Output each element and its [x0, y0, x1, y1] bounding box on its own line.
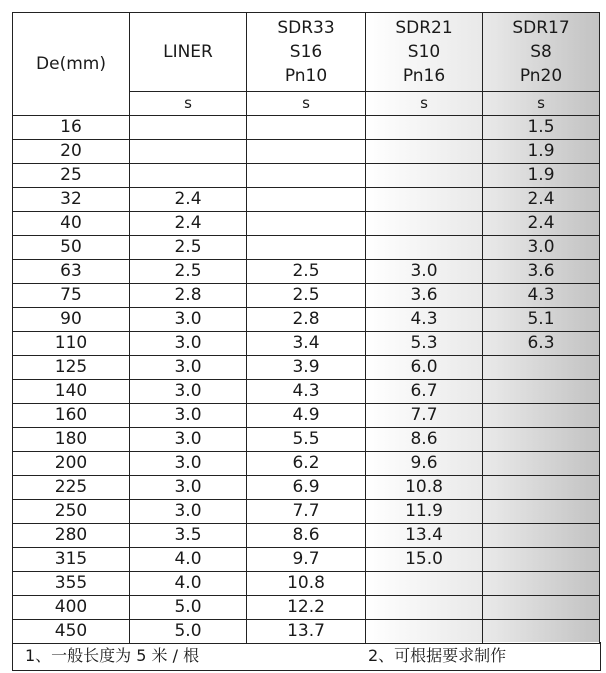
cell-sdr21: 11.9: [366, 500, 483, 524]
cell-sdr17: [483, 356, 600, 380]
table-row: [13, 548, 600, 572]
cell-sdr17: 5.1: [483, 308, 600, 332]
cell-sdr17: 1.9: [483, 164, 600, 188]
cell-liner: [130, 116, 247, 140]
cell-sdr21: 6.7: [366, 380, 483, 404]
cell-de: 50: [13, 236, 130, 260]
table-row: [13, 596, 600, 620]
unit-liner: s: [130, 92, 247, 116]
table-row: [13, 260, 600, 284]
cell-sdr17: [483, 428, 600, 452]
table-row: [13, 140, 600, 164]
cell-sdr33: 2.5: [247, 284, 366, 308]
cell-sdr21: 7.7: [366, 404, 483, 428]
cell-liner: 2.4: [130, 212, 247, 236]
cell-de: 75: [13, 284, 130, 308]
cell-liner: 3.0: [130, 380, 247, 404]
cell-sdr21: [366, 188, 483, 212]
cell-sdr17: 3.6: [483, 260, 600, 284]
cell-sdr21: 4.3: [366, 308, 483, 332]
cell-sdr33: 3.4: [247, 332, 366, 356]
cell-sdr21: 6.0: [366, 356, 483, 380]
cell-de: 280: [13, 524, 130, 548]
header-sdr21-line3: Pn16: [402, 66, 446, 86]
cell-sdr33: [247, 212, 366, 236]
header-sdr33: [247, 13, 366, 92]
cell-de: 16: [13, 116, 130, 140]
cell-sdr17: [483, 404, 600, 428]
cell-de: 315: [13, 548, 130, 572]
cell-sdr21: [366, 620, 483, 644]
cell-sdr21: 15.0: [366, 548, 483, 572]
wall-thickness-table: [12, 12, 600, 644]
cell-liner: 5.0: [130, 596, 247, 620]
cell-sdr21: [366, 116, 483, 140]
cell-de: 200: [13, 452, 130, 476]
cell-sdr33: 4.3: [247, 380, 366, 404]
header-row: [13, 13, 600, 92]
cell-sdr17: 6.3: [483, 332, 600, 356]
unit-sdr21: s: [366, 92, 483, 116]
table-body: [13, 116, 600, 644]
table-row: [13, 332, 600, 356]
cell-sdr21: [366, 140, 483, 164]
cell-sdr33: [247, 188, 366, 212]
cell-de: 40: [13, 212, 130, 236]
cell-sdr33: 3.9: [247, 356, 366, 380]
unit-sdr17: s: [483, 92, 600, 116]
cell-de: 20: [13, 140, 130, 164]
cell-sdr17: [483, 596, 600, 620]
table-row: [13, 116, 600, 140]
cell-de: 355: [13, 572, 130, 596]
table-row: [13, 308, 600, 332]
cell-sdr21: 8.6: [366, 428, 483, 452]
cell-sdr21: [366, 572, 483, 596]
header-sdr21-line2: S10: [407, 42, 441, 62]
cell-sdr17: 4.3: [483, 284, 600, 308]
footer-note-custom: 2、可根据要求制作: [368, 646, 507, 665]
table-row: [13, 236, 600, 260]
cell-de: 400: [13, 596, 130, 620]
cell-sdr33: 4.9: [247, 404, 366, 428]
table-row: [13, 524, 600, 548]
cell-sdr21: 10.8: [366, 476, 483, 500]
cell-sdr17: [483, 524, 600, 548]
cell-sdr33: 7.7: [247, 500, 366, 524]
cell-liner: [130, 164, 247, 188]
cell-sdr21: [366, 236, 483, 260]
cell-liner: 3.0: [130, 428, 247, 452]
cell-de: 160: [13, 404, 130, 428]
cell-sdr17: [483, 548, 600, 572]
cell-sdr21: 13.4: [366, 524, 483, 548]
cell-de: 90: [13, 308, 130, 332]
cell-sdr17: 1.5: [483, 116, 600, 140]
cell-sdr33: [247, 236, 366, 260]
header-sdr21: [366, 13, 483, 92]
unit-sdr33: s: [247, 92, 366, 116]
cell-liner: 3.0: [130, 404, 247, 428]
cell-de: 450: [13, 620, 130, 644]
cell-liner: 4.0: [130, 548, 247, 572]
cell-sdr33: 6.9: [247, 476, 366, 500]
footer-note-length: 1、一般长度为 5 米 / 根: [25, 646, 200, 665]
table-row: [13, 428, 600, 452]
header-sdr17: [483, 13, 600, 92]
cell-de: 225: [13, 476, 130, 500]
header-sdr33-line1: SDR33: [277, 18, 335, 38]
cell-liner: 2.5: [130, 260, 247, 284]
table-row: [13, 380, 600, 404]
table-row: [13, 452, 600, 476]
header-sdr21-line1: SDR21: [395, 18, 453, 38]
table-row: [13, 476, 600, 500]
table-row: [13, 212, 600, 236]
table-row: [13, 620, 600, 644]
cell-sdr17: 1.9: [483, 140, 600, 164]
table-row: [13, 572, 600, 596]
header-sdr33-line3: Pn10: [284, 66, 328, 86]
cell-sdr17: [483, 452, 600, 476]
header-liner: LINER: [130, 13, 247, 92]
cell-sdr33: 6.2: [247, 452, 366, 476]
cell-sdr33: 9.7: [247, 548, 366, 572]
cell-liner: 3.0: [130, 500, 247, 524]
cell-sdr21: 3.0: [366, 260, 483, 284]
cell-sdr33: 2.5: [247, 260, 366, 284]
header-sdr17-line2: S8: [530, 42, 552, 62]
cell-sdr17: 3.0: [483, 236, 600, 260]
cell-sdr33: [247, 116, 366, 140]
cell-de: 250: [13, 500, 130, 524]
cell-sdr21: 3.6: [366, 284, 483, 308]
cell-sdr33: [247, 164, 366, 188]
cell-de: 125: [13, 356, 130, 380]
cell-de: 180: [13, 428, 130, 452]
header-sdr17-line1: SDR17: [512, 18, 570, 38]
cell-sdr17: 2.4: [483, 188, 600, 212]
header-sdr33-line2: S16: [289, 42, 323, 62]
table-row: [13, 284, 600, 308]
table-row: [13, 188, 600, 212]
table-row: [13, 404, 600, 428]
cell-de: 110: [13, 332, 130, 356]
cell-liner: 2.4: [130, 188, 247, 212]
cell-de: 140: [13, 380, 130, 404]
cell-liner: 3.0: [130, 476, 247, 500]
cell-liner: 3.0: [130, 452, 247, 476]
spec-table-container: [12, 12, 600, 670]
table-row: [13, 356, 600, 380]
cell-liner: 4.0: [130, 572, 247, 596]
cell-sdr17: [483, 620, 600, 644]
table-row: [13, 500, 600, 524]
cell-sdr17: [483, 500, 600, 524]
cell-sdr21: 5.3: [366, 332, 483, 356]
footer-notes: [12, 642, 601, 671]
cell-de: 25: [13, 164, 130, 188]
cell-liner: 3.5: [130, 524, 247, 548]
cell-sdr33: 2.8: [247, 308, 366, 332]
cell-liner: 3.0: [130, 332, 247, 356]
cell-liner: 2.8: [130, 284, 247, 308]
cell-sdr17: 2.4: [483, 212, 600, 236]
cell-liner: 3.0: [130, 356, 247, 380]
cell-liner: [130, 140, 247, 164]
cell-liner: 3.0: [130, 308, 247, 332]
cell-sdr33: 12.2: [247, 596, 366, 620]
cell-liner: 2.5: [130, 236, 247, 260]
cell-sdr33: 5.5: [247, 428, 366, 452]
cell-sdr21: [366, 212, 483, 236]
cell-de: 63: [13, 260, 130, 284]
cell-sdr33: 13.7: [247, 620, 366, 644]
cell-sdr21: [366, 164, 483, 188]
header-sdr17-line3: Pn20: [519, 66, 563, 86]
cell-sdr21: [366, 596, 483, 620]
cell-sdr17: [483, 380, 600, 404]
table-row: [13, 164, 600, 188]
header-de: De(mm): [13, 13, 130, 116]
cell-sdr33: 8.6: [247, 524, 366, 548]
cell-sdr17: [483, 572, 600, 596]
cell-liner: 5.0: [130, 620, 247, 644]
cell-de: 32: [13, 188, 130, 212]
cell-sdr33: [247, 140, 366, 164]
cell-sdr21: 9.6: [366, 452, 483, 476]
cell-sdr17: [483, 476, 600, 500]
cell-sdr33: 10.8: [247, 572, 366, 596]
